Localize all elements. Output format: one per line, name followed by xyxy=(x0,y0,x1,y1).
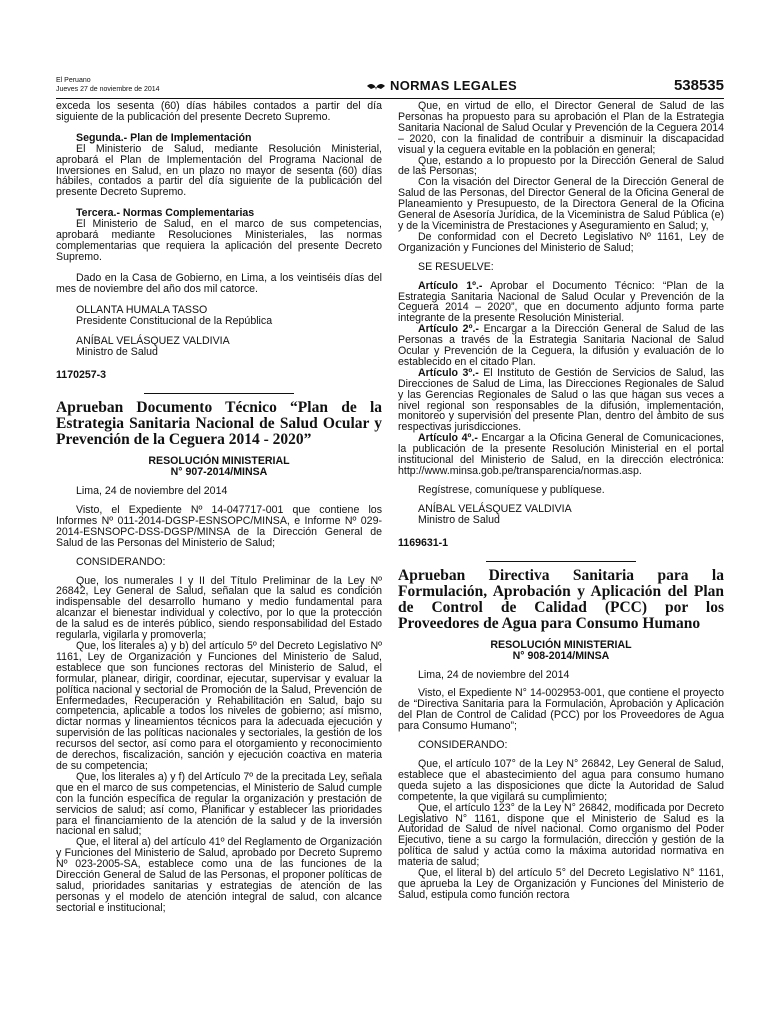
section-heading: Tercera.- Normas Complementarias xyxy=(76,207,255,220)
paragraph: Que, el literal b) del artículo 5° del Decreto Legislativo N° 1161, que aprueba la Ley de Organización y Funciones del Ministerio de Salud, estipula como función rectora xyxy=(398,867,724,901)
page-header xyxy=(56,76,724,99)
article-label: Artículo 2º.- xyxy=(418,323,479,336)
article-label: Artículo 1º.- xyxy=(418,279,483,292)
paragraph: Que, el artículo 123° de la Ley N° 26842, modificada por Decreto Legislativo N° 1161, dispone que el Ministerio de Salud es la Autoridad de Salud de nivel nacional. Como organismo del Poder Ejecutivo, tiene a su cargo la formulación, dirección y gestión de la política de salud y actúa como la máxima autoridad normativa en materia de salud; xyxy=(398,801,724,869)
paragraph: El Ministerio de Salud, mediante Resolución Ministerial, aprobará el Plan de Implementación del Programa Nacional de Inversiones en Salud, en un plazo no mayor de sesenta (60) días hábiles, contados a partir del día siguiente de la publicación del presente Decreto Supremo. xyxy=(56,142,382,199)
signature-name: ANÍBAL VELÁSQUEZ VALDIVIA xyxy=(76,335,230,348)
considerando-heading: CONSIDERANDO: xyxy=(418,739,508,752)
paragraph: Que, los numerales I y II del Título Preliminar de la Ley Nº 26842, Ley General de Salud, señalan que la salud es condición indispensable del desarrollo humano y medio fundamental para alcanzar el bienestar individual y colectivo, por lo que la protección de la salud es de interés público, siendo responsabilidad del Estado regularla, vigilarla y promoverla; xyxy=(56,574,382,642)
article-1 xyxy=(398,281,724,325)
document-code: 1169631-1 xyxy=(398,536,449,549)
article-2 xyxy=(398,324,724,368)
header-left xyxy=(56,76,160,94)
issue-date: Jueves 27 de noviembre de 2014 xyxy=(56,86,160,93)
section-label: NORMAS LEGALES xyxy=(390,78,517,93)
closing-formula: Regístrese, comuníquese y publíquese. xyxy=(418,483,605,496)
left-column xyxy=(56,101,382,914)
resolution-id: N° 908-2014/MINSA xyxy=(512,649,610,662)
article-text: Encargar a la Oficina General de Comunicaciones, la publicación de la presente Resolución Ministerial en el portal institucional del Ministerio de Salud, en la dirección electrónica: http://www.minsa.gob.pe/transparencia/normas.asp. xyxy=(398,432,725,477)
dateline: Lima, 24 de noviembre del 2014 xyxy=(418,668,570,681)
resolution-label: RESOLUCIÓN MINISTERIAL xyxy=(490,638,632,651)
signature-role: Ministro de Salud xyxy=(76,346,158,359)
paragraph: Dado en la Casa de Gobierno, en Lima, a los veintiséis días del mes de noviembre del año dos mil catorce. xyxy=(56,271,382,295)
paragraph: Que, los literales a) y f) del Artículo 7º de la precitada Ley, señala que en el marco de sus competencias, el Ministerio de Salud cumple con la función específica de regular la organización y prestación de servicios de salud; así como, Planificar y establecer las prioridades para el financiamiento de la atención de la salud y de la inversión nacional en salud; xyxy=(56,770,382,838)
signature-role: Ministro de Salud xyxy=(418,513,500,526)
paragraph: exceda los sesenta (60) días hábiles contados a partir del día siguiente de la publicación del presente Decreto Supremo. xyxy=(56,100,382,123)
newspaper-name: El Peruano xyxy=(56,77,91,84)
signature-name: ANÍBAL VELÁSQUEZ VALDIVIA xyxy=(418,502,572,515)
paragraph: Que, el artículo 107° de la Ley N° 26842, Ley General de Salud, establece que el abastecimiento del agua para consumo humano queda sujeto a las disposiciones que dicte la Autoridad de Salud competente, la que vigilará su cumplimiento; xyxy=(398,757,724,803)
resolution-number xyxy=(56,456,382,478)
article-4 xyxy=(398,433,724,477)
paragraph: Visto, el Expediente N° 14-002953-001, que contiene el proyecto de “Directiva Sanitaria para la Formulación, Aprobación y Aplicación del Plan de Control de Calidad (PCC) por los Proveedores de Agua para Consumo Humano”; xyxy=(398,687,724,733)
paragraph: Con la visación del Director General de la Dirección General de Salud de las Personas, del Director General de la Oficina General de Planeamiento y Presupuesto, de la Directora General de la Oficina General de Asesoría Jurídica, de la Viceministra de Salud Pública (e) y de la Viceministra de Prestaciones y Aseguramiento en Salud; y, xyxy=(398,176,724,232)
article-3 xyxy=(398,368,724,433)
right-column xyxy=(398,101,724,901)
signature-role: Presidente Constitucional de la República xyxy=(76,314,273,327)
article-label: Artículo 4º.- xyxy=(418,432,478,445)
resuelve-heading: SE RESUELVE: xyxy=(418,260,494,273)
document-code: 1170257-3 xyxy=(56,369,107,382)
paragraph: Que, los literales a) y b) del artículo 5º del Decreto Legislativo Nº 1161, Ley de Organización y Funciones del Ministerio de Salud, establece que son funciones rectoras del Ministerio de Salud, el formular, planear, dirigir, coordinar, ejecutar, supervisar y evaluar la política nacional y sectorial de Promoción de la Salud, Prevención de Enfermedades, Recuperación y Rehabilitación en Salud, bajo su competencia, aplicable a todos los niveles de gobierno; así mismo, dictar normas y lineamientos técnicos para la adecuada ejecución y supervisión de las políticas nacionales y sectoriales, la gestión de los recursos del sector, así como para el otorgamiento y reconocimiento de derechos, fiscalización, sanción y ejecución coactiva en materia de su competencia; xyxy=(56,640,382,772)
section-heading: Segunda.- Plan de Implementación xyxy=(76,131,252,144)
separator-rule xyxy=(144,393,294,394)
separator-rule xyxy=(486,561,636,562)
article-title: Aprueban Directiva Sanitaria para la Formulación, Aprobación y Aplicación del Plan de Control de Calidad (PCC) por los Proveedores de Agua para Consumo Humano xyxy=(398,566,724,632)
resolution-number xyxy=(398,640,724,662)
paragraph: Visto, el Expediente Nº 14-047717-001 que contiene los Informes Nº 011-2014-DGSP-ESNSOPC/MINSA, e Informe Nº 029-2014-ESNSOPC-DSS-DGSP/MINSA de la Dirección General de Salud de las Personas del Ministerio de Salud; xyxy=(56,504,382,549)
resolution-label: RESOLUCIÓN MINISTERIAL xyxy=(148,455,290,468)
paragraph: Que, estando a lo propuesto por la Dirección General de Salud de las Personas; xyxy=(398,154,724,178)
signature-name: OLLANTA HUMALA TASSO xyxy=(76,303,208,316)
considerando-heading: CONSIDERANDO: xyxy=(76,555,166,568)
article-label: Artículo 3º.- xyxy=(418,366,479,379)
dateline: Lima, 24 de noviembre del 2014 xyxy=(76,485,228,498)
coat-of-arms-icon xyxy=(366,81,386,91)
article-text: Encargar a la Dirección General de Salud de las Personas a través de la Estrategia Sanitaria Nacional de Salud Ocular y Prevención de la Ceguera, la difusión y evaluación de lo establecido en el citado Plan. xyxy=(398,323,724,368)
resolution-id: N° 907-2014/MINSA xyxy=(170,466,268,479)
section-title xyxy=(366,78,517,93)
page-number: 538535 xyxy=(673,77,724,94)
paragraph: Que, en virtud de ello, el Director General de Salud de las Personas ha propuesto para su aprobación el Plan de la Estrategia Sanitaria Nacional de Salud Ocular y Prevención de la Ceguera 2014 – 2020, con la finalidad de contribuir a disminuir la discapacidad visual y la ceguera evitable en la población en general; xyxy=(398,100,724,156)
paragraph: Que, el literal a) del artículo 41º del Reglamento de Organización y Funciones del Ministerio de Salud, aprobado por Decreto Supremo Nº 023-2005-SA, establece como una de las funciones de la Dirección General de Salud de las Personas, el proponer políticas de salud, prioridades sanitarias y estrategias de atención de las personas y el modelo de atención integral de salud, con alcance sectorial e institucional; xyxy=(56,836,382,914)
article-text: El Instituto de Gestión de Servicios de Salud, las Direcciones de Salud de Lima, las Direcciones Regionales de Salud y las Gerencias Regionales de Salud o las que hagan sus veces a nivel regional son responsables de la difusión, implementación, monitoreo y supervisión del presente Plan, dentro del ámbito de sus respectivas jurisdicciones. xyxy=(398,366,724,434)
article-text: Aprobar el Documento Técnico: “Plan de la Estrategia Sanitaria Nacional de Salud Ocular y Prevención de la Ceguera 2014 – 2020”, que en documento adjunto forma parte integrante de la presente Resolución Ministerial. xyxy=(398,279,725,325)
article-title: Aprueban Documento Técnico “Plan de la Estrategia Sanitaria Nacional de Salud Ocular y Prevención de la Ceguera 2014 - 2020” xyxy=(56,399,382,449)
paragraph: El Ministerio de Salud, en el marco de sus competencias, aprobará mediante Resoluciones Ministeriales, las normas complementarias que requiera la aplicación del presente Decreto Supremo. xyxy=(56,218,382,263)
paragraph: De conformidad con el Decreto Legislativo Nº 1161, Ley de Organización y Funciones del Ministerio de Salud; xyxy=(398,230,724,254)
